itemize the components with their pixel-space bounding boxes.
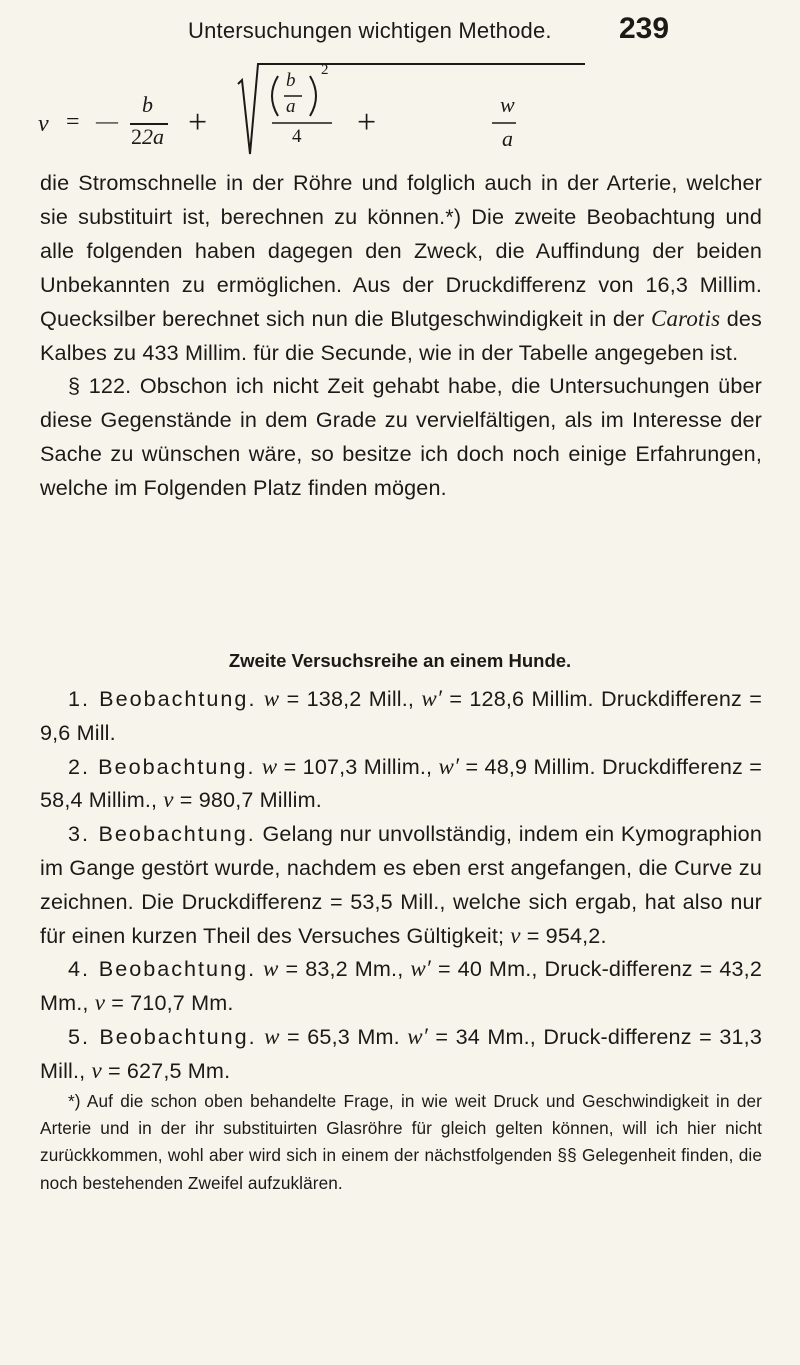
observation-label: 2. Beobachtung.: [68, 753, 256, 779]
observation-label: 3. Beobachtung.: [68, 821, 256, 847]
observation-4: [40, 952, 762, 1020]
book-page: [40, 0, 760, 1365]
footnote-text: *) Auf die schon oben behandelte Frage, in wie weit Druck und Geschwindigkeit in der Arterie und in der ihr substituirten Glasröhre für gleich gelten können, will ich hier nicht zurückkommen, wohl aber wird sich in einem der nächstfolgenden §§ Gelegenheit finden, die noch bestehenden Zweifel aufzuklären.: [40, 1091, 762, 1193]
observation-label: 4. Beobachtung.: [68, 956, 257, 982]
observation-text: = 65,3 Mm.: [279, 1023, 408, 1049]
footnote: [40, 1088, 762, 1197]
observation-5: [40, 1020, 762, 1088]
page-number: 239: [619, 12, 670, 45]
formula-minus: —: [96, 108, 118, 133]
math-variable: v: [91, 1057, 102, 1083]
observation-text: [256, 686, 263, 711]
formula-equals: =: [66, 109, 80, 135]
observation-text: = 83,2 Mm.,: [278, 956, 411, 982]
observations: [40, 682, 762, 1088]
observation-1: [40, 682, 762, 750]
observation-text: [257, 1024, 264, 1049]
math-variable: w′: [407, 1023, 428, 1049]
math-variable: v: [94, 990, 106, 1016]
frac3-denominator: a: [502, 126, 513, 151]
observation-2: [40, 750, 762, 818]
observation-text: [256, 956, 263, 981]
inner-denominator: a: [286, 96, 296, 117]
math-variable: v: [163, 787, 174, 813]
observation-text: = 107,3 Millim.,: [277, 753, 439, 779]
observation-text: = 710,7 Mm.: [105, 990, 234, 1016]
observation-text: = 627,5 Mm.: [101, 1057, 231, 1083]
carotis-italic: Carotis: [651, 305, 721, 331]
observation-text: = 980,7 Millim.: [173, 787, 322, 813]
inner-numerator: b: [286, 70, 296, 91]
formula-plus-1: +: [188, 104, 208, 141]
paragraph-2: § 122. Obschon ich nicht Zeit gehabt habe, die Untersuchungen über diese Gegenstände in dem Grade zu vervielfältigen, als im Interesse der Sache zu wünschen wäre, so besitze ich doch noch einige Erfahrungen, welche im Folgenden Platz finden mögen.: [40, 373, 762, 501]
paragraph-1: die Stromschnelle in der Röhre und folglich auch in der Arterie, welcher sie substituirt ist, berechnen zu können.*) Die zweite Beobachtung und alle folgenden haben dagegen den Zweck, die Auffindung der beiden Unbekannten zu ermöglichen. Aus der Druckdifferenz von 16,3 Millim. Quecksilber berechnet sich nun die Blutgeschwindigkeit in der Carotis des Kalbes zu 433 Millim. für die Secunde, wie in der Tabelle angegeben ist.: [40, 170, 762, 365]
math-variable: v: [510, 922, 521, 948]
observation-text: = 48,9 Millim. Druckdifferenz = 58,4 Millim.,: [40, 753, 762, 813]
frac3-numerator: w: [500, 92, 515, 117]
observation-text: = 138,2 Mill.,: [279, 686, 422, 711]
formula-lhs: v: [38, 111, 49, 137]
running-header: [40, 8, 760, 52]
observation-text: = 40 Mm., Druck-differenz = 43,2 Mm.,: [40, 956, 762, 1016]
math-variable: w′: [438, 753, 460, 779]
observation-text: = 954,2.: [520, 922, 607, 948]
observation-text: = 128,6 Millim. Druckdifferenz = 9,6 Mill.: [40, 686, 762, 745]
radical-sign: [230, 56, 590, 166]
math-variable: w′: [421, 686, 443, 711]
main-text: [40, 166, 762, 505]
observation-text: = 34 Mm., Druck-differenz = 31,3 Mill.,: [40, 1023, 762, 1083]
section-heading: Zweite Versuchsreihe an einem Hunde.: [228, 650, 572, 671]
frac1-denominator: 22a: [131, 124, 164, 149]
formula-plus-2: +: [357, 104, 377, 141]
observation-label: 5. Beobachtung.: [68, 1023, 257, 1049]
velocity-formula: [40, 56, 760, 171]
math-variable: w: [263, 956, 279, 982]
exponent: 2: [321, 62, 329, 78]
running-title: Untersuchungen wichtigen Methode.: [188, 18, 552, 43]
math-variable: w: [261, 753, 278, 779]
math-variable: w: [264, 1023, 280, 1049]
frac2-denominator: 4: [292, 126, 302, 147]
math-variable: w: [263, 686, 280, 711]
math-variable: w′: [410, 956, 431, 982]
observation-text: Gelang nur unvollständig, indem ein Kymographion im Gange gestört wurde, nachdem es eben erst angefangen, die Curve zu zeichnen. Die Druckdifferenz = 53,5 Mill., welche sich ergab, hat also nur für einen kurzen Theil des Versuches Gültigkeit;: [40, 821, 762, 948]
observation-label: 1. Beobachtung.: [68, 686, 257, 711]
frac1-numerator: b: [142, 92, 153, 117]
observation-3: [40, 817, 762, 952]
